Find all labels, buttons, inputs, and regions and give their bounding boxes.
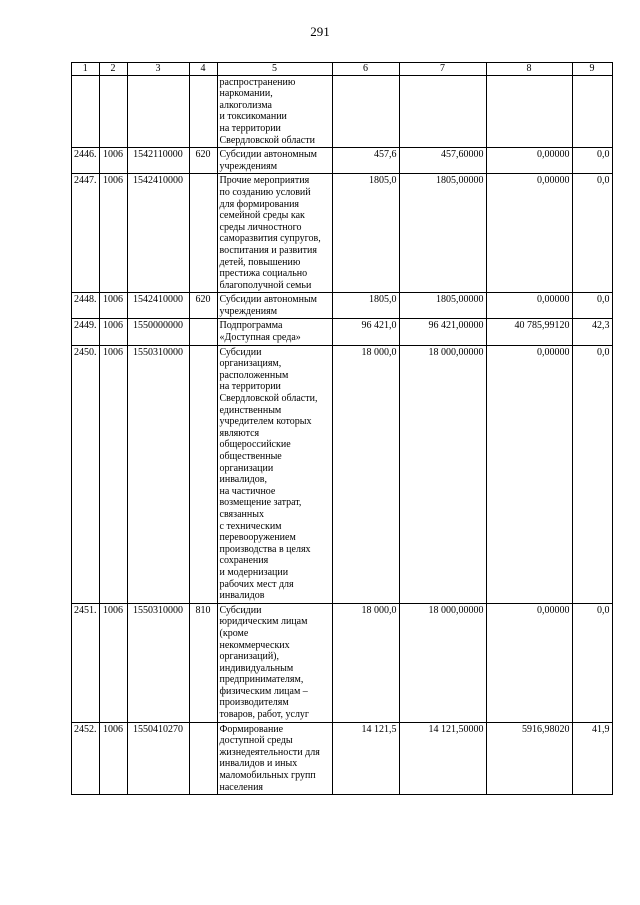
table-row <box>72 722 613 795</box>
table-row <box>72 75 613 148</box>
percent-cell: 0,0 <box>572 148 612 174</box>
percent-cell: 41,9 <box>572 722 612 795</box>
target-code-cell: 1550000000 <box>127 319 189 345</box>
table-row <box>72 148 613 174</box>
approved-amount-cell: 18 000,00000 <box>399 603 486 722</box>
target-code-cell <box>127 75 189 148</box>
expense-type-cell: 620 <box>189 293 217 319</box>
target-code-cell: 1550410270 <box>127 722 189 795</box>
expense-type-cell <box>189 345 217 603</box>
target-code-cell: 1550310000 <box>127 345 189 603</box>
executed-amount-cell <box>486 75 572 148</box>
header-cell: 2 <box>99 63 127 76</box>
section-code-cell: 1006 <box>99 345 127 603</box>
expense-type-cell <box>189 722 217 795</box>
approved-amount-cell: 96 421,00000 <box>399 319 486 345</box>
target-code-cell: 1542410000 <box>127 293 189 319</box>
header-cell: 6 <box>332 63 399 76</box>
plan-amount-cell: 18 000,0 <box>332 603 399 722</box>
section-code-cell <box>99 75 127 148</box>
section-code-cell: 1006 <box>99 148 127 174</box>
plan-amount-cell: 1805,0 <box>332 293 399 319</box>
approved-amount-cell: 1805,00000 <box>399 293 486 319</box>
section-code-cell: 1006 <box>99 603 127 722</box>
expense-type-cell <box>189 75 217 148</box>
plan-amount-cell: 14 121,5 <box>332 722 399 795</box>
table-row <box>72 293 613 319</box>
executed-amount-cell: 0,00000 <box>486 174 572 293</box>
row-number-cell: 2449. <box>72 319 100 345</box>
header-cell: 1 <box>72 63 100 76</box>
item-name-cell: Подпрограмма «Доступная среда» <box>217 319 332 345</box>
expense-type-cell <box>189 174 217 293</box>
section-code-cell: 1006 <box>99 722 127 795</box>
executed-amount-cell: 0,00000 <box>486 603 572 722</box>
item-name-cell: Прочие мероприятия по созданию условий для формирования семейной среды как среды личностного саморазвития супругов, воспитания и развития детей, повышению престижа социально благополучной семьи <box>217 174 332 293</box>
item-name-cell: Субсидии юридическим лицам (кроме некоммерческих организаций), индивидуальным предпринимателям, физическим лицам – производителям товаров, работ, услуг <box>217 603 332 722</box>
percent-cell: 42,3 <box>572 319 612 345</box>
approved-amount-cell: 18 000,00000 <box>399 345 486 603</box>
plan-amount-cell: 1805,0 <box>332 174 399 293</box>
plan-amount-cell: 18 000,0 <box>332 345 399 603</box>
table-row <box>72 603 613 722</box>
plan-amount-cell: 96 421,0 <box>332 319 399 345</box>
percent-cell: 0,0 <box>572 293 612 319</box>
item-name-cell: распространению наркомании, алкоголизма и токсикомании на территории Свердловской области <box>217 75 332 148</box>
plan-amount-cell: 457,6 <box>332 148 399 174</box>
header-cell: 7 <box>399 63 486 76</box>
header-cell: 8 <box>486 63 572 76</box>
percent-cell: 0,0 <box>572 174 612 293</box>
header-cell: 5 <box>217 63 332 76</box>
table-row <box>72 174 613 293</box>
approved-amount-cell: 14 121,50000 <box>399 722 486 795</box>
executed-amount-cell: 0,00000 <box>486 293 572 319</box>
percent-cell <box>572 75 612 148</box>
section-code-cell: 1006 <box>99 293 127 319</box>
target-code-cell: 1542410000 <box>127 174 189 293</box>
row-number-cell: 2450. <box>72 345 100 603</box>
budget-table <box>71 62 613 795</box>
expense-type-cell: 810 <box>189 603 217 722</box>
target-code-cell: 1542110000 <box>127 148 189 174</box>
row-number-cell <box>72 75 100 148</box>
table-row <box>72 319 613 345</box>
executed-amount-cell: 0,00000 <box>486 345 572 603</box>
header-cell: 3 <box>127 63 189 76</box>
target-code-cell: 1550310000 <box>127 603 189 722</box>
header-row <box>72 63 613 76</box>
percent-cell: 0,0 <box>572 345 612 603</box>
section-code-cell: 1006 <box>99 319 127 345</box>
page-number: 291 <box>310 24 330 39</box>
item-name-cell: Субсидии автономным учреждениям <box>217 148 332 174</box>
header-cell: 9 <box>572 63 612 76</box>
executed-amount-cell: 0,00000 <box>486 148 572 174</box>
expense-type-cell: 620 <box>189 148 217 174</box>
approved-amount-cell: 457,60000 <box>399 148 486 174</box>
row-number-cell: 2447. <box>72 174 100 293</box>
row-number-cell: 2446. <box>72 148 100 174</box>
approved-amount-cell: 1805,00000 <box>399 174 486 293</box>
item-name-cell: Субсидии организациям, расположенным на территории Свердловской области, единственным учредителем которых являются общероссийские общественные организации инвалидов, на частичное возмещение затрат, связанных с техническим перевооружением производства в целях сохранения и модернизации рабочих мест для инвалидов <box>217 345 332 603</box>
table-row <box>72 345 613 603</box>
plan-amount-cell <box>332 75 399 148</box>
row-number-cell: 2448. <box>72 293 100 319</box>
row-number-cell: 2452. <box>72 722 100 795</box>
section-code-cell: 1006 <box>99 174 127 293</box>
percent-cell: 0,0 <box>572 603 612 722</box>
executed-amount-cell: 5916,98020 <box>486 722 572 795</box>
executed-amount-cell: 40 785,99120 <box>486 319 572 345</box>
item-name-cell: Субсидии автономным учреждениям <box>217 293 332 319</box>
approved-amount-cell <box>399 75 486 148</box>
row-number-cell: 2451. <box>72 603 100 722</box>
header-cell: 4 <box>189 63 217 76</box>
item-name-cell: Формирование доступной среды жизнедеятельности для инвалидов и иных маломобильных групп населения <box>217 722 332 795</box>
expense-type-cell <box>189 319 217 345</box>
